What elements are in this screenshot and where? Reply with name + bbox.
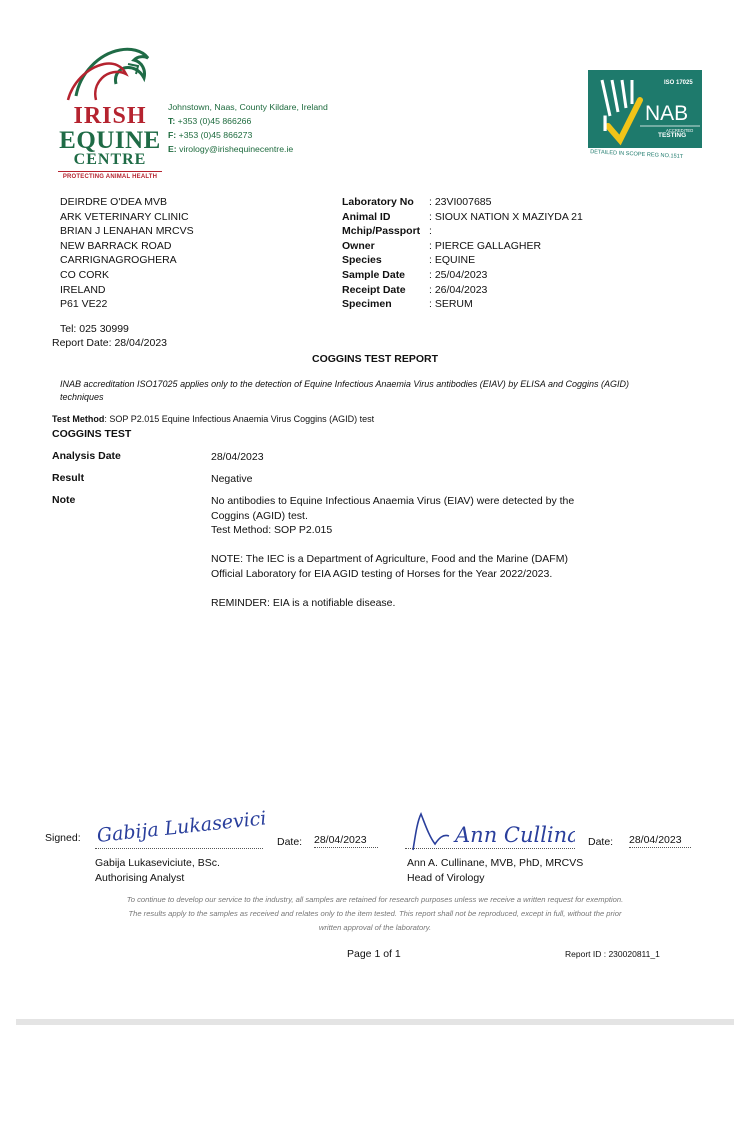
disclaimer (60, 893, 690, 935)
contact-email: E: virology@irishequinecentre.ie (168, 144, 294, 154)
note-reminder: REMINDER: EIA is a notifiable disease. (211, 596, 396, 609)
irish-equine-centre-logo (58, 44, 162, 184)
signature-left-image (95, 808, 265, 848)
signatory-right-role: Head of Virology (407, 871, 485, 884)
result-label: Result (52, 472, 85, 484)
signatory-left (95, 856, 220, 885)
logo-word-irish: IRISH (73, 103, 147, 129)
recipient-line: DEIRDRE O'DEA MVB (60, 196, 168, 208)
lab-row-animal-id: Animal ID : SIOUX NATION X MAZIYDA 21 (342, 210, 583, 223)
date-value-left: 28/04/2023 (314, 834, 378, 848)
signature-line-left (95, 848, 263, 849)
note-label: Note (52, 494, 76, 506)
analysis-date-label: Analysis Date (52, 450, 121, 462)
recipient-line: CARRIGNAGROGHERA (60, 254, 177, 267)
telephone: Tel: 025 30999 (60, 323, 129, 335)
signature-line-right (405, 848, 575, 849)
page-number: Page 1 of 1 (347, 948, 401, 960)
page-bottom-divider (16, 1019, 734, 1025)
contact-fax: F: +353 (0)45 866273 (168, 130, 253, 140)
date-value-right: 28/04/2023 (629, 834, 691, 848)
inab-accreditation-badge (588, 70, 702, 162)
lab-row-sample-date: Sample Date : 25/04/2023 (342, 268, 488, 281)
svg-text:Ann Cullinane: Ann Cullin (455, 823, 568, 847)
svg-text:TESTING: TESTING (658, 132, 687, 139)
date-label-left: Date: (277, 836, 303, 848)
recipient-line: CO CORK (60, 268, 110, 281)
svg-text:Gabija Lukaseviciute: Gabija Lukaseviciute (95, 808, 265, 848)
recipient-line: IRELAND (60, 283, 106, 296)
lab-row-species: Species : EQUINE (342, 254, 476, 267)
lab-row-mchip-passport: Mchip/Passport : (342, 225, 432, 238)
disclaimer-line-2: The results apply to the samples as received and relates only to the item tested. This report shall not be reproduced, except in full, without the prior (128, 909, 622, 918)
logo-tagline: PROTECTING ANIMAL HEALTH (58, 171, 162, 180)
signed-label: Signed: (45, 832, 81, 844)
lab-row-laboratory-no: Laboratory No : 23VI007685 (342, 196, 492, 208)
recipient-line: P61 VE22 (60, 298, 108, 311)
signature-left (95, 808, 265, 848)
lab-row-receipt-date: Receipt Date : 26/04/2023 (342, 283, 488, 296)
signatory-right (407, 856, 583, 885)
disclaimer-line-1: To continue to develop our service to the industry, all samples are retained for research purposes unless we receive a written request for exemption. (126, 895, 624, 904)
disclaimer-line-3: written approval of the laboratory. (318, 923, 432, 932)
inab-brand-text: NAB (645, 102, 689, 125)
accreditation-note: INAB accreditation ISO17025 applies only to the detection of Equine Infectious Anaemia Virus antibodies (EIAV) by ELISA and Coggins (AGID) techniques (60, 379, 629, 402)
logo-word-equine: EQUINE (59, 127, 161, 154)
test-method: Test Method: SOP P2.015 Equine Infectious Anaemia Virus Coggins (AGID) test (52, 414, 375, 424)
note-test-method: Test Method: SOP P2.015 (211, 524, 333, 536)
contact-address: Johnstown, Naas, County Kildare, Ireland (168, 102, 328, 112)
svg-text:ISO 17025: ISO 17025 (664, 80, 693, 86)
svg-text:DETAILED IN SCOPE REG NO.151T: DETAILED IN SCOPE REG NO.151T (589, 149, 684, 160)
note-paragraph-2: NOTE: The IEC is a Department of Agriculture, Food and the Marine (DAFM) Official Laboratory for EIA AGID testing of Horses for the Year 2022/2023. (211, 553, 568, 580)
svg-text:ACCREDITED: ACCREDITED (666, 128, 694, 133)
contact-block (168, 100, 328, 156)
note-paragraph-1: No antibodies to Equine Infectious Anaemia Virus (EIAV) were detected by the Coggins (AGID) test. (211, 495, 575, 522)
lab-row-specimen: Specimen : SERUM (342, 298, 473, 311)
report-title: COGGINS TEST REPORT (311, 353, 438, 365)
report-id: Report ID : 230020811_1 (565, 949, 660, 959)
horse-logo-icon (58, 44, 162, 104)
svg-text:I: I (602, 111, 609, 136)
section-heading: COGGINS TEST (52, 428, 132, 440)
recipient-address (60, 195, 194, 312)
recipient-line: ARK VETERINARY CLINIC (60, 210, 189, 223)
recipient-line: NEW BARRACK ROAD (60, 239, 172, 252)
lab-details (342, 195, 583, 312)
analysis-date-value: 28/04/2023 (211, 451, 264, 463)
report-date: Report Date: 28/04/2023 (52, 337, 167, 349)
result-value: Negative (211, 473, 253, 485)
inab-logo-icon (588, 70, 702, 162)
lab-row-owner: Owner : PIERCE GALLAGHER (342, 239, 542, 252)
contact-phone: T: +353 (0)45 866266 (168, 116, 252, 126)
note-text (211, 494, 581, 610)
logo-word-centre: CENTRE (73, 151, 147, 168)
signatory-left-name: Gabija Lukaseviciute, BSc. (95, 857, 220, 869)
date-label-right: Date: (588, 836, 614, 848)
recipient-line: BRIAN J LENAHAN MRCVS (60, 225, 194, 238)
signatory-left-role: Authorising Analyst (95, 871, 185, 884)
signatory-right-name: Ann A. Cullinane, MVB, PhD, MRCVS (407, 857, 584, 869)
